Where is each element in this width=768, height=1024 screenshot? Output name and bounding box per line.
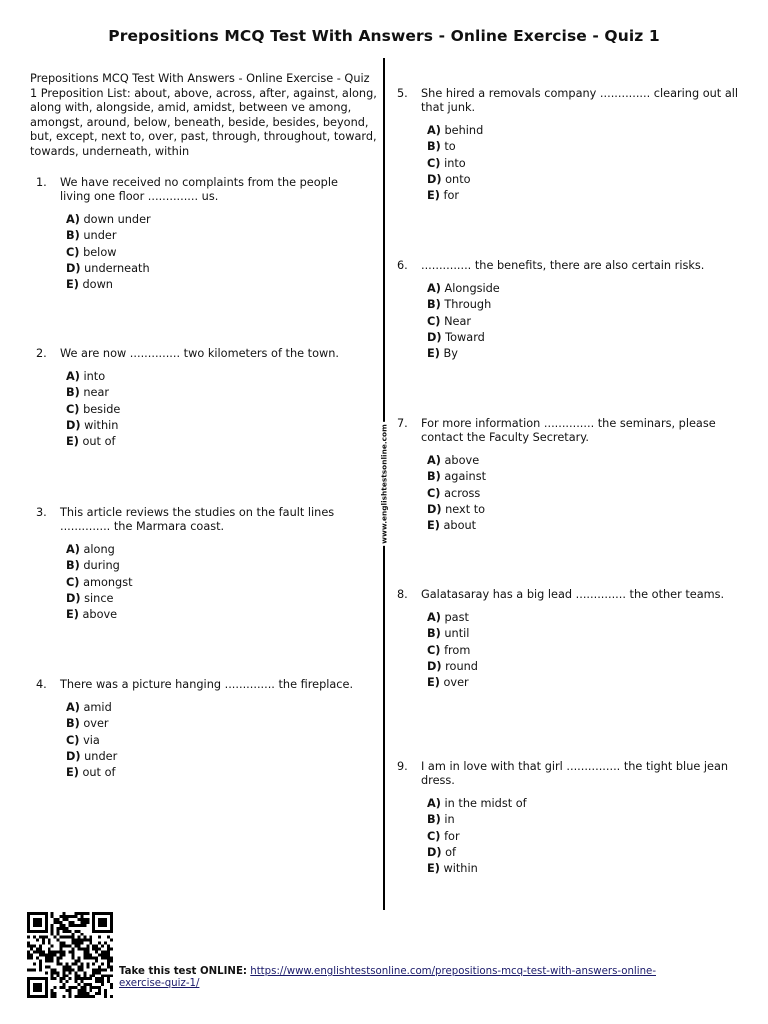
option-letter: B) xyxy=(427,813,441,827)
answer-option[interactable] xyxy=(427,518,742,534)
answer-option[interactable] xyxy=(427,861,742,877)
option-text: By xyxy=(443,347,458,361)
option-letter: C) xyxy=(427,643,441,657)
answer-option[interactable] xyxy=(427,123,742,139)
answer-option[interactable] xyxy=(427,675,742,691)
answer-option[interactable] xyxy=(427,297,742,313)
answer-option[interactable] xyxy=(427,829,742,845)
option-text: Through xyxy=(444,298,492,312)
question-text: For more information .............. the seminars, please contact the Faculty Secretary. xyxy=(421,417,716,444)
question-text: There was a picture hanging .............. the fireplace. xyxy=(60,678,354,691)
option-text: beside xyxy=(83,402,121,416)
answer-option[interactable] xyxy=(427,796,742,812)
answer-option[interactable] xyxy=(66,228,366,244)
option-text: above xyxy=(82,608,118,622)
option-text: out of xyxy=(82,766,116,780)
option-text: Toward xyxy=(445,330,485,344)
question-number: 1. xyxy=(36,176,47,189)
option-letter: C) xyxy=(427,156,441,170)
option-text: until xyxy=(444,627,470,641)
option-letter: A) xyxy=(427,124,441,137)
answer-option[interactable] xyxy=(427,188,742,204)
option-letter: A) xyxy=(66,701,80,714)
option-letter: E) xyxy=(66,278,79,292)
question-number: 9. xyxy=(397,760,408,773)
option-text: amongst xyxy=(83,575,133,589)
option-letter: B) xyxy=(427,140,441,154)
answer-options xyxy=(66,700,366,781)
option-text: within xyxy=(443,862,478,876)
question-number: 8. xyxy=(397,588,408,601)
question-9 xyxy=(397,760,742,877)
option-text: in the midst of xyxy=(444,797,527,810)
option-text: Near xyxy=(444,314,472,328)
option-text: near xyxy=(83,386,110,400)
option-text: for xyxy=(443,189,460,203)
answer-options xyxy=(66,212,366,293)
answer-options xyxy=(427,123,742,204)
option-text: behind xyxy=(444,124,484,137)
option-letter: C) xyxy=(66,245,80,259)
option-letter: B) xyxy=(427,470,441,484)
question-text: This article reviews the studies on the fault lines .............. the Marmara coast. xyxy=(60,506,335,533)
answer-option[interactable] xyxy=(427,502,742,518)
option-letter: B) xyxy=(66,229,80,243)
question-text: She hired a removals company .............. clearing out all that junk. xyxy=(421,87,739,114)
option-letter: A) xyxy=(427,282,441,295)
option-letter: C) xyxy=(66,733,80,747)
option-text: against xyxy=(444,470,487,484)
option-text: underneath xyxy=(84,261,150,275)
footer-label: Take this test ONLINE: xyxy=(119,966,247,977)
option-text: below xyxy=(83,245,117,259)
option-text: under xyxy=(83,229,117,243)
answer-option[interactable] xyxy=(66,765,366,781)
option-letter: C) xyxy=(66,575,80,589)
answer-options xyxy=(66,542,366,623)
answer-option[interactable] xyxy=(66,575,366,591)
answer-options xyxy=(427,610,742,691)
question-number: 7. xyxy=(397,417,408,430)
question-8 xyxy=(397,588,742,691)
option-letter: E) xyxy=(66,608,79,622)
option-letter: D) xyxy=(427,659,442,673)
option-text: across xyxy=(444,486,481,500)
option-text: for xyxy=(444,829,460,843)
option-letter: D) xyxy=(427,845,442,859)
answer-option[interactable] xyxy=(66,749,366,765)
option-letter: C) xyxy=(427,829,441,843)
test-url-link[interactable]: https://www.englishtestsonline.com/prepositions-mcq-test-with-answers-online-exercise-quiz-1/ xyxy=(119,966,656,990)
option-text: during xyxy=(83,559,120,573)
option-text: from xyxy=(444,643,471,657)
answer-option[interactable] xyxy=(66,700,366,716)
option-text: about xyxy=(443,519,477,533)
option-letter: D) xyxy=(66,418,81,432)
option-text: of xyxy=(445,845,457,859)
option-letter: B) xyxy=(427,298,441,312)
question-stem xyxy=(36,678,366,692)
option-letter: A) xyxy=(427,797,441,810)
option-text: next to xyxy=(445,502,486,516)
question-2 xyxy=(36,347,366,450)
question-1 xyxy=(36,176,366,293)
answer-option[interactable] xyxy=(66,716,366,732)
option-text: since xyxy=(84,591,114,605)
option-text: within xyxy=(84,418,119,432)
question-stem xyxy=(36,176,366,204)
option-letter: E) xyxy=(427,862,440,876)
option-letter: E) xyxy=(427,347,440,361)
option-letter: C) xyxy=(427,314,441,328)
question-5 xyxy=(397,87,742,204)
question-stem xyxy=(397,259,742,273)
answer-option[interactable] xyxy=(427,453,742,469)
answer-option[interactable] xyxy=(66,434,366,450)
answer-option[interactable] xyxy=(427,172,742,188)
answer-option[interactable] xyxy=(427,626,742,642)
site-watermark: www.englishtestsonline.com xyxy=(379,424,389,544)
question-number: 5. xyxy=(397,87,408,100)
answer-option[interactable] xyxy=(66,245,366,261)
answer-option[interactable] xyxy=(66,542,366,558)
question-number: 3. xyxy=(36,506,47,519)
option-letter: E) xyxy=(427,519,440,533)
answer-option[interactable] xyxy=(427,659,742,675)
preposition-list-intro: Prepositions MCQ Test With Answers - Online Exercise - Quiz 1 Preposition List: about, above, across, after, against, along, along with, alongside, amid, amidst, between ve among, amongst, around, below, beneath, beside, besides, beyond, but, except, next to, over, past, through, throughout, toward, towards, underneath, within xyxy=(30,72,377,158)
option-text: above xyxy=(444,454,480,467)
option-letter: D) xyxy=(66,261,81,275)
option-text: via xyxy=(83,733,100,747)
option-letter: C) xyxy=(427,486,441,500)
option-letter: A) xyxy=(427,454,441,467)
answer-option[interactable] xyxy=(66,607,366,623)
question-number: 2. xyxy=(36,347,47,360)
answer-options xyxy=(66,369,366,450)
question-7 xyxy=(397,417,742,534)
option-text: under xyxy=(84,749,118,763)
option-letter: D) xyxy=(427,330,442,344)
question-text: We are now .............. two kilometers of the town. xyxy=(60,347,339,360)
question-text: I am in love with that girl ............... the tight blue jean dress. xyxy=(421,760,729,787)
question-stem xyxy=(397,417,742,445)
option-text: Alongside xyxy=(444,282,500,295)
answer-option[interactable] xyxy=(66,277,366,293)
question-stem xyxy=(36,506,366,534)
option-letter: B) xyxy=(66,717,80,731)
option-letter: D) xyxy=(66,591,81,605)
answer-option[interactable] xyxy=(427,469,742,485)
option-letter: B) xyxy=(66,386,80,400)
answer-option[interactable] xyxy=(427,346,742,362)
option-text: over xyxy=(83,717,109,731)
option-letter: B) xyxy=(427,627,441,641)
question-text: We have received no complaints from the people living one floor .............. us. xyxy=(60,176,338,203)
option-letter: E) xyxy=(427,189,440,203)
question-number: 4. xyxy=(36,678,47,691)
option-letter: B) xyxy=(66,559,80,573)
option-text: out of xyxy=(82,435,116,449)
answer-option[interactable] xyxy=(66,418,366,434)
option-text: into xyxy=(83,370,106,383)
answer-option[interactable] xyxy=(66,733,366,749)
option-letter: A) xyxy=(66,370,80,383)
option-letter: D) xyxy=(427,502,442,516)
question-stem xyxy=(397,87,742,115)
question-text: Galatasaray has a big lead .............. the other teams. xyxy=(421,588,725,601)
question-4 xyxy=(36,678,366,781)
option-text: down xyxy=(82,278,113,292)
answer-option[interactable] xyxy=(66,402,366,418)
option-letter: D) xyxy=(427,172,442,186)
option-text: amid xyxy=(83,701,112,714)
option-text: over xyxy=(443,676,469,690)
answer-option[interactable] xyxy=(66,591,366,607)
option-letter: A) xyxy=(427,611,441,624)
answer-option[interactable] xyxy=(66,385,366,401)
option-text: in xyxy=(444,813,455,827)
answer-options xyxy=(427,281,742,362)
qr-code-icon xyxy=(25,912,115,998)
answer-options xyxy=(427,796,742,877)
answer-option[interactable] xyxy=(427,281,742,297)
question-3 xyxy=(36,506,366,623)
question-number: 6. xyxy=(397,259,408,272)
question-text: .............. the benefits, there are also certain risks. xyxy=(421,259,705,272)
option-letter: E) xyxy=(66,435,79,449)
answer-option[interactable] xyxy=(66,558,366,574)
option-letter: A) xyxy=(66,543,80,556)
option-letter: D) xyxy=(66,749,81,763)
option-text: round xyxy=(445,659,478,673)
page-title: Prepositions MCQ Test With Answers - Online Exercise - Quiz 1 xyxy=(108,27,660,45)
option-letter: A) xyxy=(66,213,80,226)
answer-option[interactable] xyxy=(427,486,742,502)
option-text: into xyxy=(444,156,466,170)
answer-option[interactable] xyxy=(427,330,742,346)
footer-online-link-block xyxy=(119,966,679,991)
option-letter: C) xyxy=(66,402,80,416)
question-stem xyxy=(397,760,742,788)
question-stem xyxy=(36,347,366,361)
answer-option[interactable] xyxy=(427,314,742,330)
option-text: onto xyxy=(445,172,471,186)
answer-options xyxy=(427,453,742,534)
answer-option[interactable] xyxy=(66,369,366,385)
option-text: to xyxy=(444,140,456,154)
answer-option[interactable] xyxy=(427,643,742,659)
question-stem xyxy=(397,588,742,602)
answer-option[interactable] xyxy=(427,845,742,861)
question-6 xyxy=(397,259,742,362)
option-letter: E) xyxy=(427,676,440,690)
answer-option[interactable] xyxy=(427,610,742,626)
option-text: past xyxy=(444,611,469,624)
option-text: down under xyxy=(83,213,151,226)
answer-option[interactable] xyxy=(66,212,366,228)
answer-option[interactable] xyxy=(427,812,742,828)
option-text: along xyxy=(83,543,115,556)
answer-option[interactable] xyxy=(427,156,742,172)
answer-option[interactable] xyxy=(427,139,742,155)
answer-option[interactable] xyxy=(66,261,366,277)
option-letter: E) xyxy=(66,766,79,780)
